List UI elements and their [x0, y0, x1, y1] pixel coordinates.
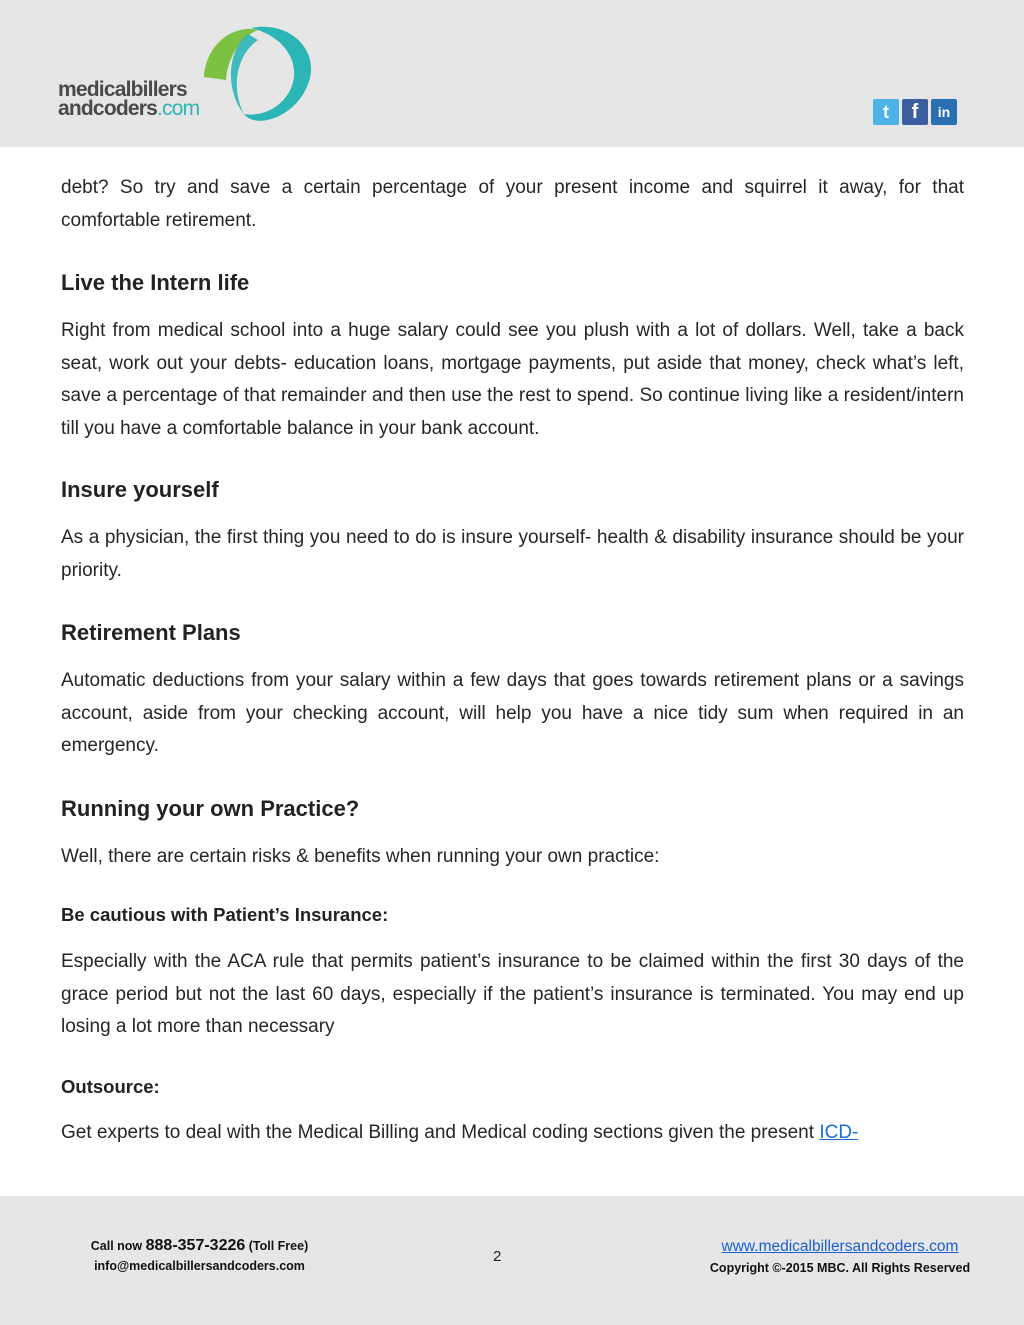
continuation-paragraph: debt? So try and save a certain percentage of your present income and squirrel it away, for that comfortable retirement.: [61, 177, 964, 231]
page-footer: [0, 1196, 1024, 1325]
document-body: [61, 172, 964, 1149]
section-body-insure: As a physician, the first thing you need to do is insure yourself- health & disability insurance should be your priority.: [61, 527, 964, 581]
subsection-heading-outsource: Outsource:: [61, 1075, 160, 1097]
subsection-body-insurance: Especially with the ACA rule that permits patient’s insurance to be claimed within the first 30 days of the grace period but not the last 60 days, especially if the patient’s insurance is terminated. You may end up losing a lot more than necessary: [61, 951, 964, 1037]
icd-link[interactable]: ICD-: [819, 1121, 859, 1143]
section-body-retirement: Automatic deductions from your salary within a few days that goes towards retirement plans or a savings account, aside from your checking account, will help you have a nice tidy sum when required in an emergency.: [61, 670, 964, 756]
outsource-text: Get experts to deal with the Medical Billing and Medical coding sections given the present: [61, 1121, 820, 1143]
twitter-icon[interactable]: t: [873, 99, 899, 125]
subsection-heading-insurance: Be cautious with Patient’s Insurance:: [61, 904, 389, 925]
logo-mark-icon: [196, 22, 346, 132]
copyright-text: Copyright ©-2015 MBC. All Rights Reserved: [709, 1261, 971, 1275]
website-link[interactable]: www.medicalbillersandcoders.com: [721, 1238, 959, 1255]
section-heading-practice: Running your own Practice?: [61, 795, 360, 821]
section-heading-intern: Live the Intern life: [61, 270, 250, 295]
logo-line2: andcoders: [58, 97, 157, 120]
footer-website: [690, 1236, 990, 1279]
social-links: [873, 99, 957, 125]
facebook-icon[interactable]: f: [902, 99, 928, 125]
section-body-intern: Right from medical school into a huge salary could see you plush with a lot of dollars. Well, take a back seat, work out your debts- education loans, mortgage payments, put aside that money, check what’s left, save a percentage of that remainder and then use the rest to spend. So continue living like a resident/intern till you have a comfortable balance in your bank account.: [61, 320, 964, 439]
linkedin-icon[interactable]: in: [931, 99, 957, 125]
logo-line1: medicalbillers: [58, 78, 187, 101]
logo-wordmark: [58, 80, 199, 118]
section-heading-retirement: Retirement Plans: [61, 620, 241, 645]
call-prefix: Call now: [90, 1239, 146, 1253]
section-heading-insure: Insure yourself: [61, 477, 219, 502]
toll-free-label: (Toll Free): [245, 1239, 309, 1253]
logo-dotcom: .com: [157, 97, 200, 120]
footer-contact: [62, 1236, 337, 1276]
section-body-practice: Well, there are certain risks & benefits when running your own practice:: [61, 845, 660, 867]
company-logo[interactable]: [58, 22, 298, 132]
subsection-body-outsource: [61, 1117, 964, 1150]
phone-number[interactable]: 888-357-3226: [145, 1237, 246, 1254]
footer-email[interactable]: info@medicalbillersandcoders.com: [94, 1259, 305, 1273]
page-number: 2: [493, 1248, 502, 1265]
page-header: [0, 0, 1024, 147]
